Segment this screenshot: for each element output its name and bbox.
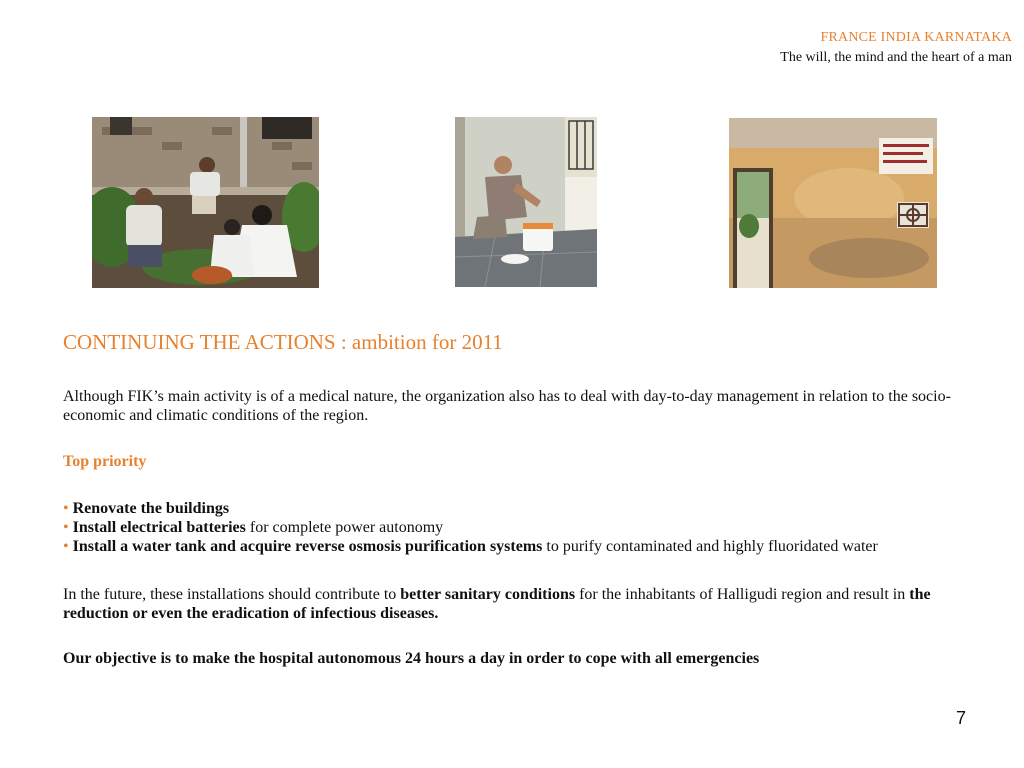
bullet-item-batteries	[63, 518, 963, 537]
intro-paragraph: Although FIK’s main activity is of a medical nature, the organization also has to deal with day-to-day management in relation to the socio-economic and climatic conditions of the region.	[63, 388, 951, 424]
future-paragraph	[63, 585, 963, 623]
future-text-1: In the future, these installations should contribute to	[63, 586, 401, 603]
gardening-photo-illustration	[92, 117, 319, 288]
painting-photo-illustration	[455, 117, 597, 287]
bullet-rest-text: for complete power autonomy	[245, 519, 444, 536]
future-bold-2: the reduction or even the eradication of infectious diseases.	[63, 586, 931, 622]
bullet-dot-icon: •	[63, 500, 69, 517]
future-bold-1: better sanitary conditions	[400, 586, 576, 603]
photo-weathered-room	[729, 118, 937, 288]
bullet-bold-text: Renovate the buildings	[72, 500, 230, 517]
tagline: The will, the mind and the heart of a man	[780, 50, 1012, 65]
photo-man-painting-wall	[455, 117, 597, 287]
priority-heading: Top priority	[63, 453, 147, 470]
objective-statement: Our objective is to make the hospital autonomous 24 hours a day in order to cope with all emergencies	[63, 650, 760, 667]
bullet-bold-text: Install electrical batteries	[72, 519, 246, 536]
bullet-bold-text: Install a water tank and acquire reverse osmosis purification systems	[72, 538, 543, 555]
page-number: 7	[955, 708, 966, 728]
slide-title: CONTINUING THE ACTIONS : ambition for 2011	[63, 330, 503, 354]
org-name: FRANCE INDIA KARNATAKA	[820, 30, 1012, 45]
bullet-rest-text: to purify contaminated and highly fluoridated water	[542, 538, 878, 555]
room-photo-illustration	[729, 118, 937, 288]
bullet-item-water	[63, 537, 963, 556]
slide-content	[63, 330, 963, 668]
slide-header	[780, 28, 1012, 68]
photo-gardening-group	[92, 117, 319, 288]
priority-list	[63, 499, 963, 556]
bullet-item-renovate	[63, 499, 963, 518]
bullet-dot-icon: •	[63, 538, 69, 555]
bullet-dot-icon: •	[63, 519, 69, 536]
future-text-2: for the inhabitants of Halligudi region and result in	[575, 586, 910, 603]
